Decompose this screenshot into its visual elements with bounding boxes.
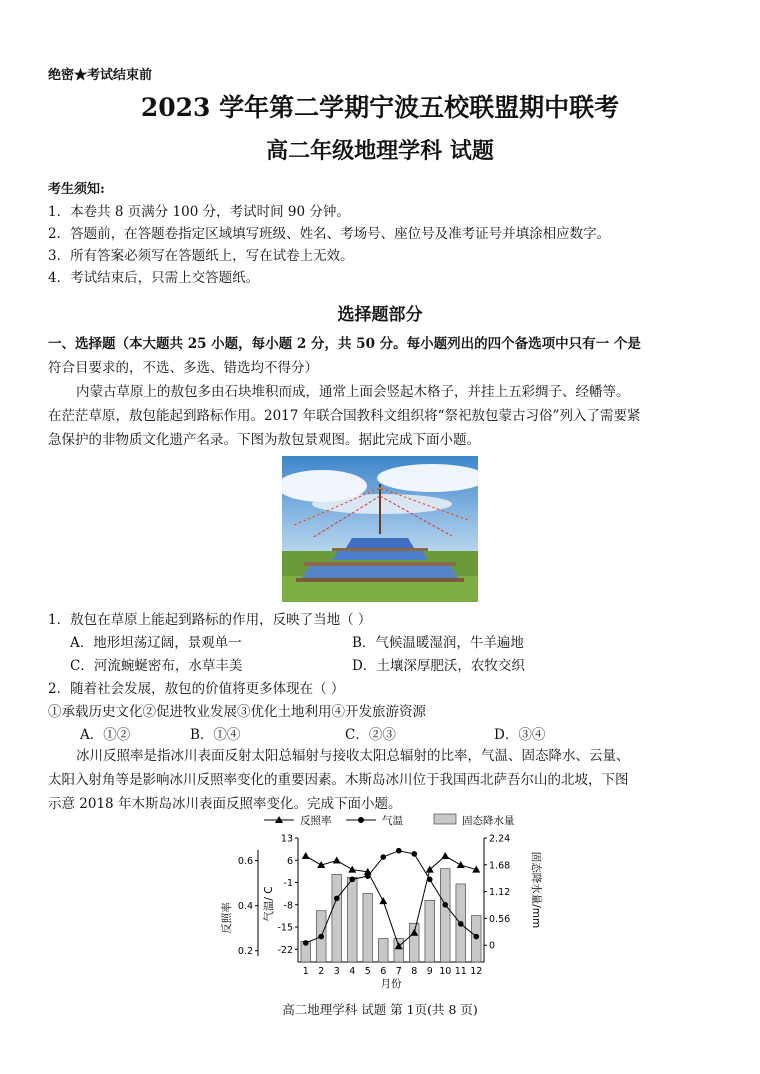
precip-bar: [347, 877, 357, 962]
q1-option-d[interactable]: D．土壤深厚肥沃，农牧交织: [352, 658, 525, 674]
temp-tick-label: 6: [286, 855, 293, 867]
precip-bar: [332, 874, 342, 962]
passage-glacier: [48, 744, 712, 816]
passage-line: 内蒙古草原上的敖包多由石块堆积而成，通常上面会竖起木格子，并挂上五彩绸子、经幡等。: [76, 384, 630, 400]
albedo-point: [348, 866, 356, 873]
precip-bar: [378, 939, 388, 962]
temp-point: [442, 902, 448, 908]
temp-point: [349, 877, 355, 883]
chart-legend: [264, 814, 515, 827]
precip-tick-label: 1.12: [489, 887, 511, 899]
q1-option-b[interactable]: B．气候温暖湿润，牛羊遍地: [352, 635, 524, 651]
month-tick-label: 4: [349, 966, 356, 977]
month-tick-label: 10: [439, 966, 452, 977]
month-tick-label: 5: [364, 966, 371, 977]
temp-tick-label: -8: [283, 900, 293, 912]
q2-option-d[interactable]: D．③④: [494, 727, 546, 743]
q1-stem: 1．敖包在草原上能起到路标的作用，反映了当地（ ）: [48, 612, 372, 628]
precip-tick-label: 2.24: [489, 833, 511, 845]
y-label-albedo: 反照率: [221, 902, 233, 934]
q2-option-b[interactable]: B．①④: [190, 727, 241, 743]
precip-bar: [394, 939, 404, 962]
q1-option-a[interactable]: A．地形坦荡辽阔，景观单一: [70, 635, 242, 651]
legend-dot-marker: [358, 817, 364, 823]
passage-aobao: [48, 380, 712, 452]
page-footer: 高二地理学科 试题 第 1页(共 8 页): [282, 1002, 478, 1017]
part1-heading: [48, 332, 712, 380]
part1-heading-line2: 符合目要求的，不选、多选、错选均不得分）: [48, 360, 318, 376]
temp-point: [396, 848, 402, 854]
q2-stem: 2．随着社会发展，敖包的价值将更多体现在（ ）: [48, 681, 345, 697]
passage-line: 急保护的非物质文化遗产名录。下图为敖包景观图。据此完成下面小题。: [48, 432, 480, 448]
notice-item: 4．考试结束后，只需上交答题纸。: [48, 270, 260, 286]
q2-statements: ①承载历史文化②促进牧业发展③优化土地利用④开发旅游资源: [48, 704, 426, 720]
notice-item: 1．本卷共 8 页满分 100 分，考试时间 90 分钟。: [48, 204, 350, 220]
precip-tick-label: 0: [489, 940, 496, 952]
temp-point: [380, 854, 386, 860]
part1-heading-line1: 一、选择题（本大题共 25 小题，每小题 2 分，共 50 分。每小题列出的四个备选项中只有一 个是: [48, 336, 641, 352]
y-label-precip: 固态降水量/mm: [530, 851, 542, 929]
month-tick-label: 11: [454, 966, 467, 977]
albedo-point: [333, 857, 341, 864]
temp-tick-label: -15: [277, 922, 293, 934]
albedo-tick-label: 0.6: [237, 856, 253, 868]
month-tick-label: 1: [302, 966, 309, 977]
albedo-point: [457, 861, 465, 868]
temp-tick-label: -22: [277, 944, 293, 956]
albedo-tick-label: 0.4: [237, 901, 253, 913]
albedo-chart: [220, 808, 550, 996]
x-axis-label: 月份: [380, 978, 402, 990]
temp-point: [411, 851, 417, 857]
albedo-tick-label: 0.2: [237, 946, 253, 958]
month-tick-label: 6: [380, 966, 387, 977]
passage-line: 冰川反照率是指冰川表面反射太阳总辐射与接收太阳总辐射的比率，气温、固态降水、云量、: [76, 748, 630, 764]
y-label-temp: 气温/ C: [263, 886, 275, 922]
passage-line: 太阳入射角等是影响冰川反照率变化的重要因素。木斯岛冰川位于我国西北萨吾尔山的北坡，下图: [48, 772, 629, 788]
precip-bar: [425, 900, 435, 962]
passage-line: 在茫茫草原，敖包能起到路标作用。2017 年联合国教科文组织将“祭祀敖包蒙古习俗”列入了需要紧: [48, 408, 641, 424]
precip-bar: [440, 869, 450, 962]
exam-subtitle: 高二年级地理学科 试题: [266, 138, 494, 164]
temp-tick-label: -1: [283, 878, 293, 890]
albedo-point: [379, 897, 387, 904]
q1-option-c[interactable]: C．河流蜿蜒密布，水草丰美: [70, 658, 243, 674]
month-tick-label: 8: [411, 966, 418, 977]
exam-title: 2023 学年第二学期宁波五校联盟期中联考: [140, 93, 620, 122]
month-tick-label: 9: [426, 966, 433, 977]
temp-point: [318, 934, 324, 940]
legend-precip: 固态降水量: [462, 815, 515, 827]
month-tick-label: 12: [470, 966, 483, 977]
temp-tick-label: 13: [280, 833, 293, 845]
precip-bar: [363, 894, 373, 962]
section-title: 选择题部分: [337, 305, 423, 325]
albedo-line: [306, 856, 477, 946]
temp-point: [458, 921, 464, 927]
temp-point: [303, 940, 309, 946]
albedo-point: [302, 852, 310, 859]
legend-bar-swatch: [434, 814, 456, 824]
q2-option-c[interactable]: C．②③: [345, 727, 396, 743]
aobao-illustration: [282, 456, 478, 602]
albedo-point: [441, 852, 449, 859]
precip-tick-label: 1.68: [489, 860, 511, 872]
legend-albedo: 反照率: [300, 815, 332, 827]
passage-line: 示意 2018 年木斯岛冰川表面反照率变化。完成下面小题。: [48, 796, 402, 812]
month-tick-label: 7: [395, 966, 402, 977]
confidential-label: 绝密★考试结束前: [48, 68, 153, 83]
precip-tick-label: 0.56: [489, 913, 511, 925]
temp-point: [334, 896, 340, 902]
month-tick-label: 2: [318, 966, 325, 977]
legend-temp: 气温: [382, 815, 403, 827]
month-tick-label: 3: [333, 966, 340, 977]
notice-heading: 考生须知:: [48, 182, 105, 197]
aobao-photo: [282, 456, 478, 602]
temp-point: [473, 934, 479, 940]
temp-line: [306, 851, 477, 943]
notice-item: 3．所有答案必须写在答题纸上，写在试卷上无效。: [48, 248, 354, 264]
q2-option-a[interactable]: A．①②: [80, 727, 131, 743]
notice-item: 2．答题前，在答题卷指定区域填写班级、姓名、考场号、座位号及准考证号并填涂相应数字。: [48, 226, 611, 242]
